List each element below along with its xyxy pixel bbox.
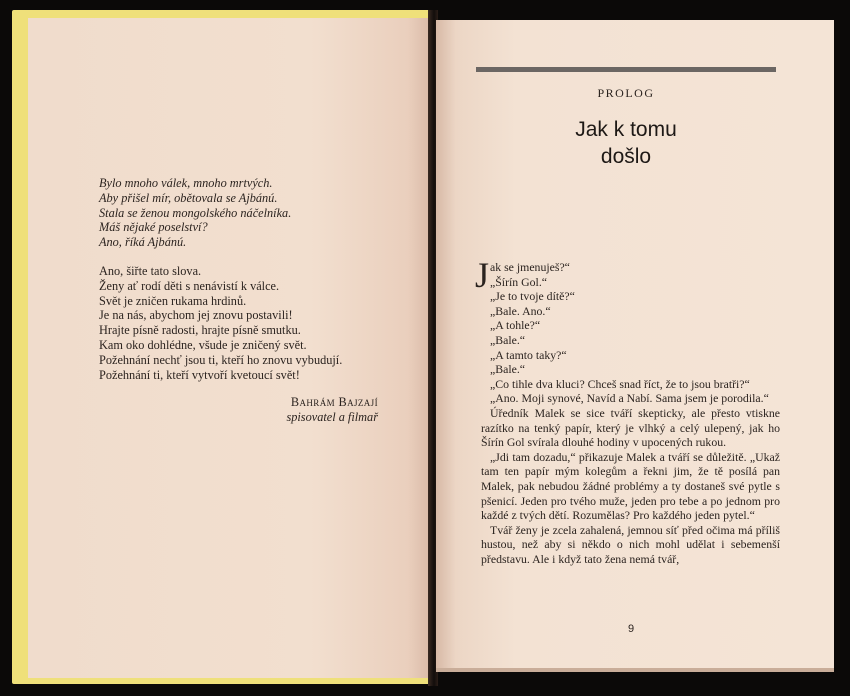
paragraph: „A tohle?“ — [490, 318, 541, 333]
paragraph: „A tamto taky?“ — [490, 347, 567, 362]
poem-line: Bylo mnoho válek, mnoho mrtvých. — [99, 176, 273, 190]
poem-line: Stala se ženou mongolského náčelníka. — [99, 205, 292, 220]
poem-line: Kam oko dohlédne, všude je zničený svět. — [99, 337, 307, 352]
drop-cap: J — [475, 255, 490, 295]
paragraph: „Je to tvoje dítě?“ — [490, 289, 575, 304]
poem-line: Ženy ať rodí děti s nenávistí k válce. — [99, 278, 280, 293]
paragraph: „Bale.“ — [490, 362, 526, 377]
paragraph: „Jdi tam dozadu,“ přikazuje Malek a tváří se důležitě. „Ukaž tam ten papír mým kolegům a řekni jim, že tě posílá pan Malek, pak nebudou žádné problémy a ty dostaneš své pytle s pšenicí. Jeden pro tvého muže, jeden pro tebe a po jednom pro každé z tvých dětí. Rozumělas? Pro každého jeden pytel.“ — [481, 449, 780, 523]
paragraph: Úředník Malek se sice tváří skepticky, ale přesto vtiskne razítko na tenký papír, který je vlhký a celý ulepený, jak ho Šírín Gol svírala dlouhé hodiny v upocených rukou. — [481, 405, 780, 450]
poem-line: Je na nás, abychom jej znovu postavili! — [99, 308, 293, 323]
paragraph: „Co tihle dva kluci? Chceš snad říct, že to jsou bratři?“ — [490, 376, 750, 391]
chapter-title-line: došlo — [600, 145, 652, 168]
paragraph: „Bale. Ano.“ — [490, 303, 551, 318]
paragraph: „Šírín Gol.“ — [490, 274, 548, 289]
paragraph: ak se jmenuješ?“ — [490, 260, 570, 274]
page-edge — [436, 668, 834, 672]
poem-line: Hrajte písně radosti, hrajte písně smutku. — [99, 323, 301, 338]
author-name: Bahrám Bajzají — [290, 395, 378, 409]
author-role: spisovatel a filmař — [286, 410, 378, 424]
chapter-title — [476, 116, 776, 170]
poem-line: Ano, říká Ajbánú. — [99, 235, 187, 250]
chapter-body — [475, 255, 780, 566]
section-label: PROLOG — [597, 86, 655, 100]
poem-line: Požehnání nechť jsou ti, kteří ho znovu vybudují. — [99, 352, 343, 367]
poem-line: Aby přišel mír, obětovala se Ajbánú. — [99, 190, 278, 205]
paragraph: „Bale.“ — [490, 332, 526, 347]
epigraph-poem — [99, 176, 419, 396]
chapter-title-line: Jak k tomu — [575, 118, 677, 141]
page-number: 9 — [627, 623, 635, 635]
chapter-rule — [476, 67, 776, 72]
paragraph: Tvář ženy je zcela zahalená, jemnou síť před očima má příliš hustou, než aby si někdo o nich mohl udělat i sebemenší představu. Ale i když tato žena nemá tvář, — [481, 522, 780, 566]
poem-line: Svět je zničen rukama hrdinů. — [99, 293, 247, 308]
epigraph-attribution — [220, 395, 378, 425]
poem-stanza-2 — [99, 264, 419, 382]
poem-line: Požehnání ti, kteří vytvoří kvetoucí svět! — [99, 367, 300, 382]
paragraph: „Ano. Moji synové, Navíd a Nabí. Sama jsem je porodila.“ — [490, 391, 769, 406]
poem-line: Máš nějaké poselství? — [99, 220, 208, 235]
poem-stanza-1 — [99, 176, 419, 250]
poem-line: Ano, šiřte tato slova. — [99, 263, 202, 278]
